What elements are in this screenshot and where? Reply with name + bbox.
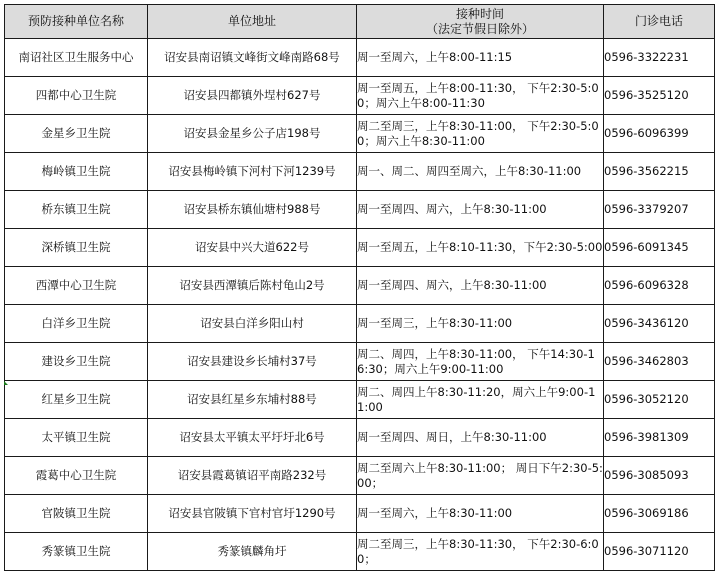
header-time-note: （法定节假日除外） [425, 21, 534, 36]
unit-name-cell: 四都中心卫生院 [5, 77, 148, 115]
vaccination-time-cell: 周一至周四、周日，上午8:30-11:00 [357, 419, 604, 457]
phone-cell: 0596-3379207 [604, 191, 715, 229]
unit-name-cell: 秀篆镇卫生院 [5, 533, 148, 571]
vaccination-time-cell: 周一至周四、周六，上午8:30-11:00 [357, 267, 604, 305]
table-row [5, 39, 715, 77]
table-row [5, 419, 715, 457]
vaccination-time-cell: 周一至周六，上午8:00-11:15 [357, 39, 604, 77]
phone-cell: 0596-3069186 [604, 495, 715, 533]
header-address: 单位地址 [148, 5, 357, 39]
table-row [5, 191, 715, 229]
table-header-row [5, 5, 715, 39]
vaccination-time-cell: 周一、周二、周四至周六，上午8:30-11:00 [357, 153, 604, 191]
unit-name-cell: 红星乡卫生院 [5, 381, 148, 419]
address-cell: 诏安县白洋乡阳山村 [148, 305, 357, 343]
unit-name-cell: 官陂镇卫生院 [5, 495, 148, 533]
unit-name-cell: 深桥镇卫生院 [5, 229, 148, 267]
table-row [5, 495, 715, 533]
vaccination-time-cell: 周一至周三，上午8:30-11:00 [357, 305, 604, 343]
address-cell: 诏安县金星乡公子店198号 [148, 115, 357, 153]
table-row [5, 381, 715, 419]
address-cell: 诏安县建设乡长埔村37号 [148, 343, 357, 381]
unit-name-cell: 梅岭镇卫生院 [5, 153, 148, 191]
address-cell: 诏安县中兴大道622号 [148, 229, 357, 267]
address-cell: 诏安县南诏镇文峰街文峰南路68号 [148, 39, 357, 77]
table-row [5, 115, 715, 153]
header-clinic-phone: 门诊电话 [604, 5, 715, 39]
address-cell: 秀篆镇麟角圩 [148, 533, 357, 571]
unit-name-cell: 白洋乡卫生院 [5, 305, 148, 343]
unit-name-cell: 霞葛中心卫生院 [5, 457, 148, 495]
table-body [5, 39, 715, 571]
table-row [5, 305, 715, 343]
phone-cell: 0596-3085093 [604, 457, 715, 495]
address-cell: 诏安县西潭镇后陈村龟山2号 [148, 267, 357, 305]
header-vaccination-time [357, 5, 604, 39]
table-row [5, 77, 715, 115]
vaccination-time-cell: 周一至周四、周六，上午8:30-11:00 [357, 191, 604, 229]
address-cell: 诏安县太平镇太平圩圩北6号 [148, 419, 357, 457]
unit-name-cell: 南诏社区卫生服务中心 [5, 39, 148, 77]
address-cell: 诏安县梅岭镇下河村下河1239号 [148, 153, 357, 191]
address-cell: 诏安县霞葛镇诏平南路232号 [148, 457, 357, 495]
table-row [5, 229, 715, 267]
phone-cell: 0596-3322231 [604, 39, 715, 77]
cell-comment-marker [4, 381, 8, 385]
phone-cell: 0596-3436120 [604, 305, 715, 343]
unit-name-cell: 西潭中心卫生院 [5, 267, 148, 305]
phone-cell: 0596-3071120 [604, 533, 715, 571]
unit-name-cell: 金星乡卫生院 [5, 115, 148, 153]
vaccination-time-cell: 周一至周五，上午8:00-11:30， 下午2:30-5:00；周六上午8:00-11:30 [357, 77, 604, 115]
phone-cell: 0596-3462803 [604, 343, 715, 381]
header-unit-name: 预防接种单位名称 [5, 5, 148, 39]
table-row [5, 267, 715, 305]
phone-cell: 0596-6091345 [604, 229, 715, 267]
vaccination-time-cell: 周一至周六，上午8:30-11:00 [357, 495, 604, 533]
vaccination-time-cell: 周二至周三，上午8:30-11:30， 下午2:30-6:00； [357, 533, 604, 571]
vaccination-units-table [4, 4, 715, 571]
address-cell: 诏安县桥东镇仙塘村988号 [148, 191, 357, 229]
table-row [5, 343, 715, 381]
vaccination-time-cell: 周二至周六上午8:30-11:00； 周日下午2:30-5:00； [357, 457, 604, 495]
address-cell: 诏安县红星乡东埔村88号 [148, 381, 357, 419]
vaccination-time-cell: 周二至周三，上午8:30-11:00， 下午2:30-5:00；周六上午8:30-11:00 [357, 115, 604, 153]
phone-cell: 0596-3525120 [604, 77, 715, 115]
unit-name-cell: 建设乡卫生院 [5, 343, 148, 381]
unit-name-cell: 桥东镇卫生院 [5, 191, 148, 229]
address-cell: 诏安县官陂镇下官村官圩1290号 [148, 495, 357, 533]
vaccination-time-cell: 周二、周四，上午8:30-11:00， 下午14:30-16:30；周六上午9:00-11:00 [357, 343, 604, 381]
vaccination-time-cell: 周一至周五，上午8:10-11:30，下午2:30-5:00 [357, 229, 604, 267]
table-row [5, 153, 715, 191]
header-time-title: 接种时间 [455, 6, 504, 21]
phone-cell: 0596-3562215 [604, 153, 715, 191]
phone-cell: 0596-6096328 [604, 267, 715, 305]
table-row [5, 457, 715, 495]
phone-cell: 0596-3052120 [604, 381, 715, 419]
unit-name-cell: 太平镇卫生院 [5, 419, 148, 457]
phone-cell: 0596-3981309 [604, 419, 715, 457]
address-cell: 诏安县四都镇外埕村627号 [148, 77, 357, 115]
phone-cell: 0596-6096399 [604, 115, 715, 153]
table-row [5, 533, 715, 571]
vaccination-time-cell: 周二、周四上午8:30-11:20，周六上午9:00-11:00 [357, 381, 604, 419]
